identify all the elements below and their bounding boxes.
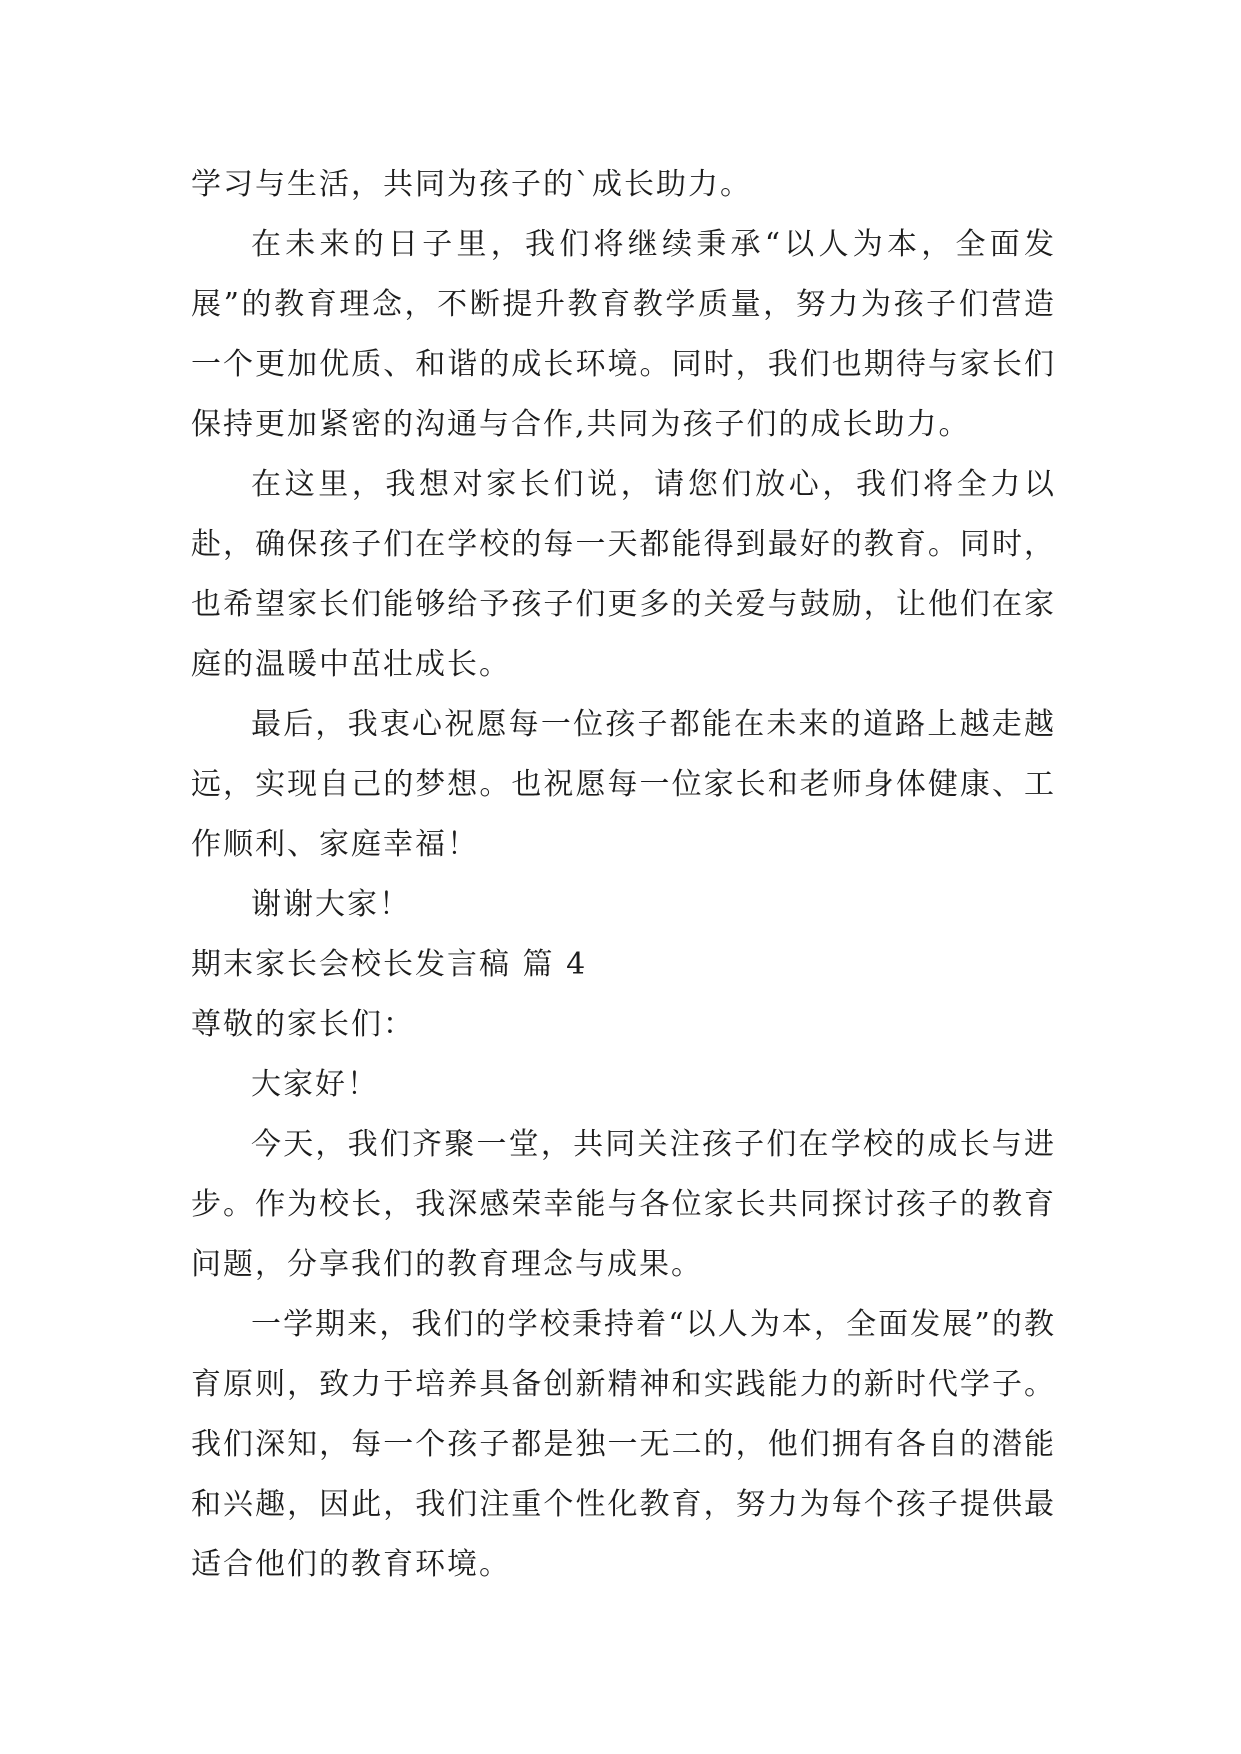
paragraph-wishes: 最后，我衷心祝愿每一位孩子都能在未来的道路上越走越远，实现自己的梦想。也祝愿每一位家长和老师身体健康、工作顺利、家庭幸福！ — [191, 707, 1056, 862]
paragraph-future: 在未来的日子里，我们将继续秉承“以人为本，全面发展”的教育理念，不断提升教育教学质量，努力为孩子们营造一个更加优质、和谐的成长环境。同时，我们也期待与家长们保持更加紧密的沟通与合作,共同为孩子们的成长助力。 — [191, 227, 1056, 442]
document-body — [191, 155, 1056, 1595]
paragraph-reassurance: 在这里，我想对家长们说，请您们放心，我们将全力以赴，确保孩子们在学校的每一天都能得到最好的教育。同时，也希望家长们能够给予孩子们更多的关爱与鼓励，让他们在家庭的温暖中茁壮成长。 — [191, 467, 1056, 682]
section-title: 期末家长会校长发言稿 篇 4 — [191, 947, 588, 982]
paragraph-thanks: 谢谢大家！ — [251, 887, 411, 922]
paragraph-continued: 学习与生活，共同为孩子的`成长助力。 — [191, 167, 752, 202]
paragraph-greeting: 大家好！ — [251, 1067, 379, 1102]
paragraph-semester: 一学期来，我们的学校秉持着“以人为本，全面发展”的教育原则，致力于培养具备创新精神和实践能力的新时代学子。我们深知，每一个孩子都是独一无二的，他们拥有各自的潜能和兴趣，因此，我们注重个性化教育，努力为每个孩子提供最适合他们的教育环境。 — [191, 1307, 1056, 1582]
paragraph-today: 今天，我们齐聚一堂，共同关注孩子们在学校的成长与进步。作为校长，我深感荣幸能与各位家长共同探讨孩子的教育问题，分享我们的教育理念与成果。 — [191, 1127, 1056, 1282]
salutation: 尊敬的家长们： — [191, 1007, 415, 1042]
